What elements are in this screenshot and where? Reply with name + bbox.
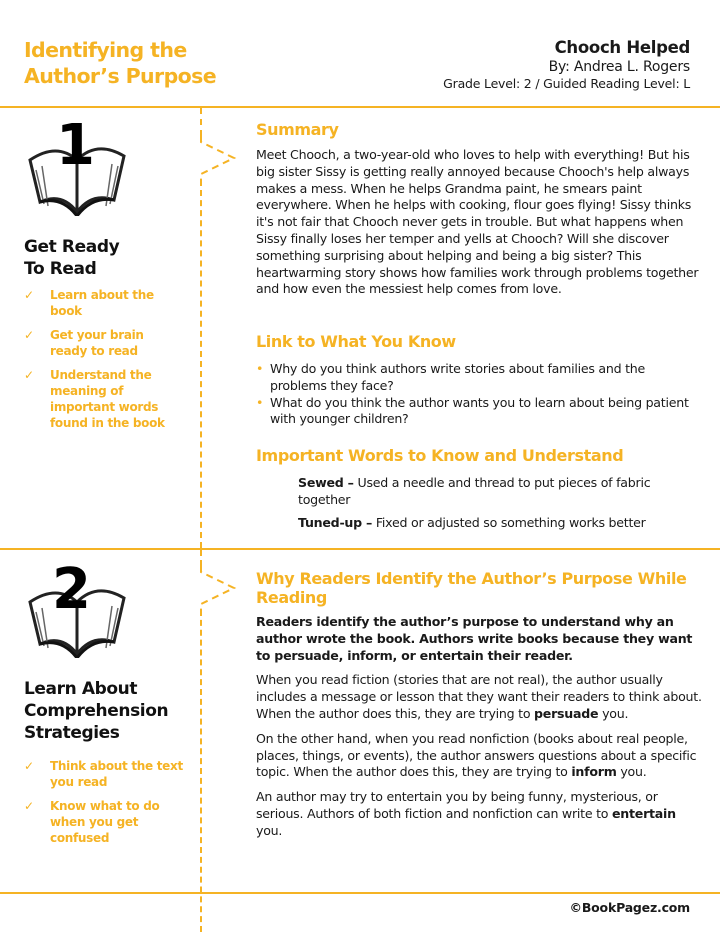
why-paragraph-persuade: When you read fiction (stories that are not real), the author usually includes a message or lesson that they want their readers to think about. When the author does this, they are trying to persuade you.: [256, 672, 702, 721]
vocab-item: [298, 515, 702, 532]
words-section: [256, 446, 702, 537]
dashed-column-line: [200, 180, 202, 548]
why-intro: Readers identify the author’s purpose to understand why an author wrote the book. Authors write books because they want to persuade, inform, or entertain their reader.: [256, 614, 693, 663]
checklist-item: ✓ Know what to do when you get confused: [24, 799, 160, 845]
vocab-item: [298, 475, 702, 509]
words-heading: Important Words to Know and Understand: [256, 446, 624, 465]
chevron-right-icon: [198, 136, 242, 182]
vocab-list: [256, 475, 702, 531]
checkmark-icon: ✓: [24, 288, 34, 302]
vocab-definition: Used a needle and thread to put pieces of fabric together: [298, 475, 651, 507]
vocab-term: Sewed –: [298, 475, 354, 490]
dashed-column-line: [200, 550, 202, 566]
checkmark-icon: ✓: [24, 799, 34, 813]
vocab-term: Tuned-up –: [298, 514, 373, 530]
title-line-2: Author’s Purpose: [24, 64, 217, 88]
step-number-1: 1: [56, 113, 93, 178]
bullet-icon: •: [256, 394, 264, 410]
bullet-icon: •: [256, 361, 264, 376]
step2-checklist: [24, 758, 184, 854]
copyright: ©BookPagez.com: [569, 900, 690, 915]
divider-top: [0, 106, 720, 108]
dashed-column-line: [200, 610, 202, 932]
question-item: • What do you think the author wants you to learn about being patient with younger children?: [256, 394, 689, 427]
checklist-item: ✓ Get your brain ready to read: [24, 328, 144, 358]
dashed-column-line: [200, 108, 202, 136]
why-heading: Why Readers Identify the Author’s Purpose While Reading: [256, 569, 687, 607]
step-number-2: 2: [52, 557, 89, 622]
link-questions: [256, 361, 702, 428]
divider-bottom: [0, 892, 720, 894]
chevron-right-icon: [198, 566, 242, 612]
checklist-item: ✓ Think about the text you read: [24, 759, 183, 789]
link-section: [256, 332, 702, 428]
step1-checklist: [24, 287, 184, 439]
summary-section: [256, 120, 702, 298]
why-paragraph-entertain: An author may try to entertain you by being funny, mysterious, or serious. Authors of both fiction and nonfiction can write to entertain you.: [256, 789, 676, 838]
why-paragraph-inform: On the other hand, when you read nonfiction (books about real people, places, things, or events), the author answers questions about a specific topic. When the author does this, they are trying to inform you.: [256, 730, 697, 780]
step1-heading: Get Ready To Read: [24, 237, 120, 279]
link-heading: Link to What You Know: [256, 332, 456, 351]
divider-middle: [0, 548, 720, 550]
step2-heading: Learn About Comprehension Strategies: [24, 679, 169, 743]
title-line-1: Identifying the: [24, 38, 187, 62]
summary-text: Meet Chooch, a two-year-old who loves to help with everything! But his big sister Sissy is getting really annoyed because Chooch's help always makes a mess. When he helps Grandma paint, he smears paint everywhere. When he helps with cooking, flour goes flying! Sissy thinks it's not fair that Chooch never gets in trouble. But what happens when Sissy finally loses her temper and yells at Chooch? Will she discover something surprising about helping and being a big sister? This heartwarming story shows how families work through problems together and how even the messiest help comes from love.: [256, 147, 699, 297]
checklist-item: ✓ Learn about the book: [24, 288, 154, 318]
why-section: [256, 569, 702, 840]
checkmark-icon: ✓: [24, 328, 34, 342]
document-title: [24, 37, 216, 89]
checkmark-icon: ✓: [24, 368, 34, 382]
summary-heading: Summary: [256, 120, 339, 139]
book-levels: Grade Level: 2 / Guided Reading Level: L: [443, 76, 690, 91]
checkmark-icon: ✓: [24, 759, 34, 773]
checklist-item: ✓ Understand the meaning of important words found in the book: [24, 368, 165, 430]
vocab-definition: Fixed or adjusted so something works better: [372, 514, 646, 530]
book-title: Chooch Helped: [554, 38, 690, 57]
question-item: • Why do you think authors write stories about families and the problems they face?: [256, 361, 646, 393]
book-info: [443, 37, 690, 92]
book-author: By: Andrea L. Rogers: [548, 59, 690, 75]
